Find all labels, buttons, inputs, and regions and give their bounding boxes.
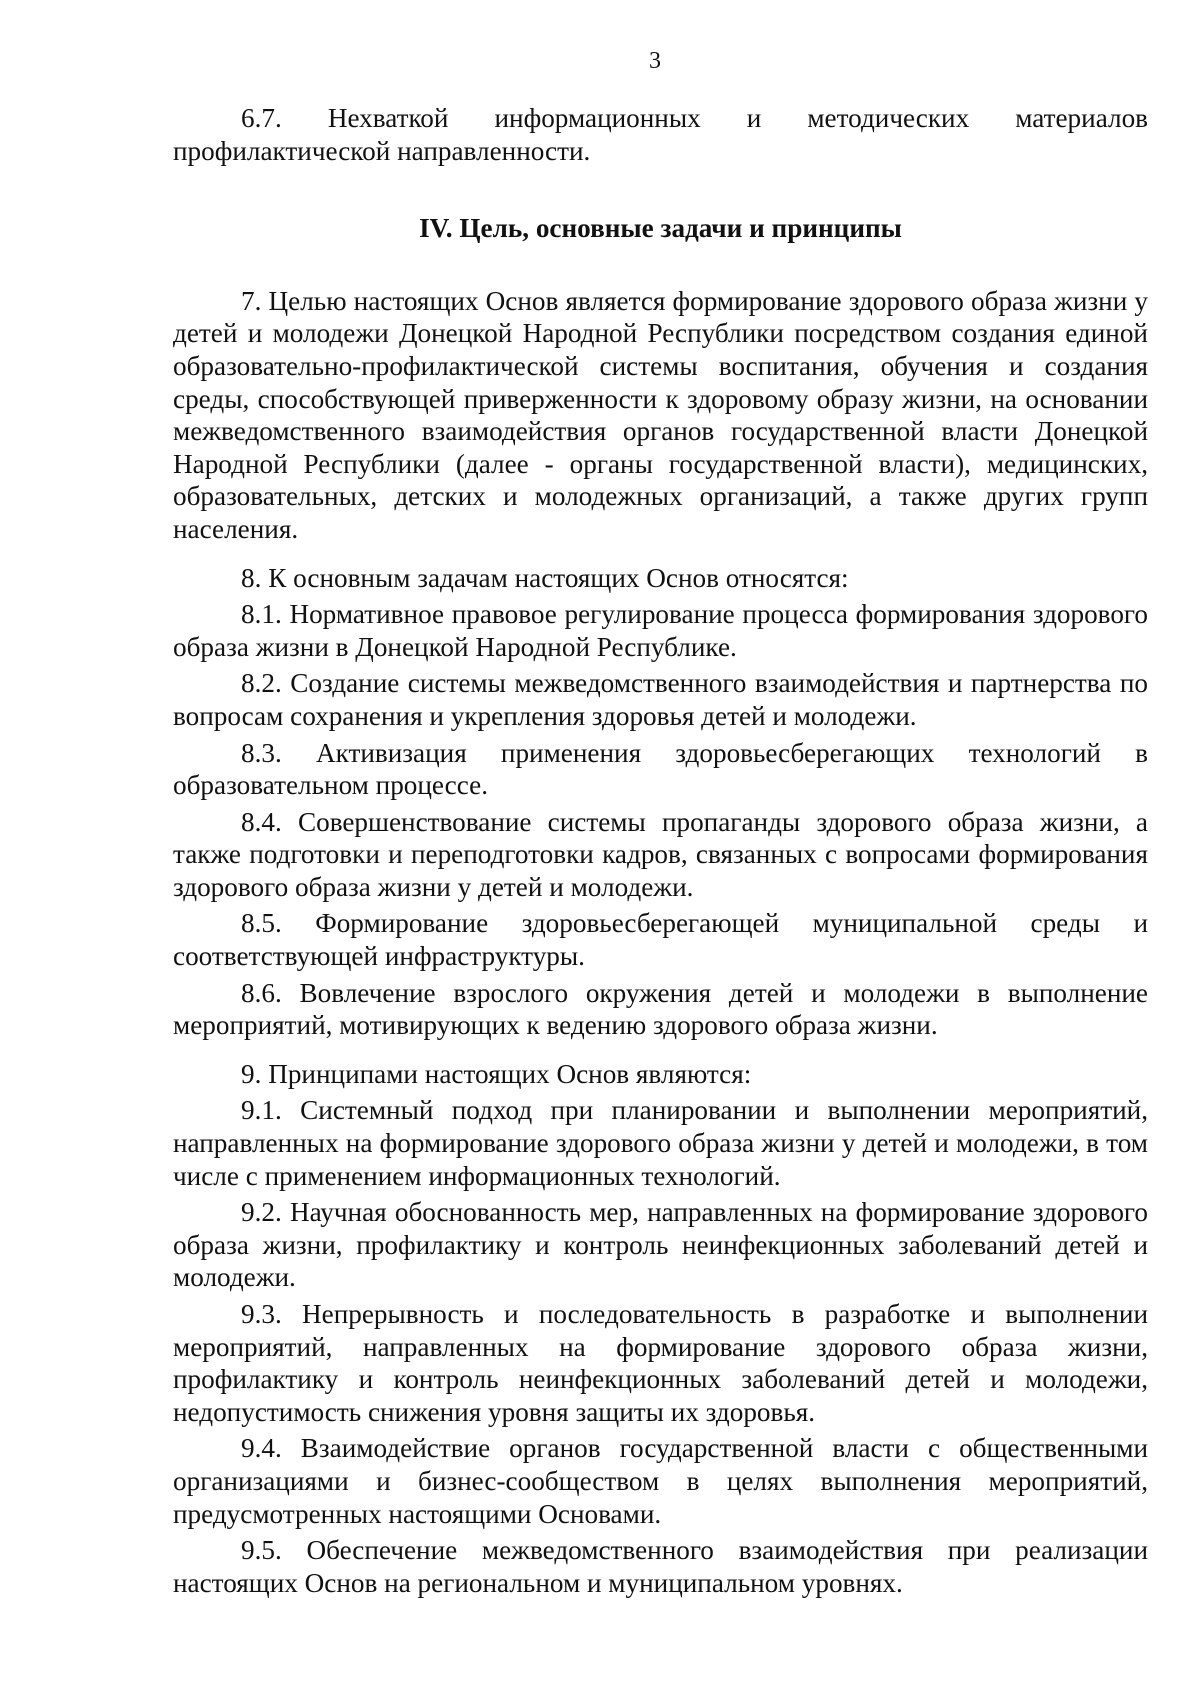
paragraph-8-1: 8.1. Нормативное правовое регулирование процесса формирования здорового образа жизни в Донецкой Народной Республике.	[173, 599, 1148, 662]
paragraph-8-2: 8.2. Создание системы межведомственного взаимодействия и партнерства по вопросам сохранения и укрепления здоровья детей и молодежи.	[173, 668, 1148, 731]
section-heading: IV. Цель, основные задачи и принципы	[419, 213, 902, 244]
paragraph-7: 7. Целью настоящих Основ является формирование здорового образа жизни у детей и молодежи Донецкой Народной Республики посредством создания единой образовательно-профилактической системы воспитания, обучения и создания среды, способствующей приверженности к здоровому образу жизни, на основании межведомственного взаимодействия органов государственной власти Донецкой Народной Республики (далее - органы государственной власти), медицинских, образовательных, детских и молодежных организаций, а также других групп населения.	[173, 285, 1148, 544]
paragraph-9-4: 9.4. Взаимодействие органов государственной власти с общественными организациями и бизнес-сообществом в целях выполнения мероприятий, предусмотренных настоящими Основами.	[173, 1433, 1148, 1529]
document-body	[173, 102, 1148, 1599]
paragraph-8-3: 8.3. Активизация применения здоровьесберегающих технологий в образовательном процессе.	[173, 737, 1148, 801]
paragraph-9-3: 9.3. Непрерывность и последовательность в разработке и выполнении мероприятий, направленных на формирование здорового образа жизни, профилактику и контроль неинфекционных заболеваний детей и молодежи, недопустимость снижения уровня защиты их здоровья.	[173, 1299, 1148, 1427]
paragraph-9-2: 9.2. Научная обоснованность мер, направленных на формирование здорового образа жизни, профилактику и контроль неинфекционных заболеваний детей и молодежи.	[173, 1197, 1148, 1293]
paragraph-9: 9. Принципами настоящих Основ являются:	[241, 1058, 752, 1089]
paragraph-8-4: 8.4. Совершенствование системы пропаганды здорового образа жизни, а также подготовки и переподготовки кадров, связанных с вопросами формирования здорового образа жизни у детей и молодежи.	[173, 806, 1148, 902]
paragraph-8-5: 8.5. Формирование здоровьесберегающей муниципальной среды и соответствующей инфраструктуры.	[173, 908, 1148, 972]
paragraph-6-7-line-1: 6.7. Нехваткой информационных и методических материалов	[241, 103, 1148, 133]
paragraph-9-5: 9.5. Обеспечение межведомственного взаимодействия при реализации настоящих Основ на региональном и муниципальном уровнях.	[173, 1535, 1148, 1598]
paragraph-8: 8. К основным задачам настоящих Основ относятся:	[241, 562, 849, 593]
page-number: 3	[649, 48, 661, 74]
paragraph-9-1: 9.1. Системный подход при планировании и выполнении мероприятий, направленных на формирование здорового образа жизни у детей и молодежи, в том числе с применением информационных технологий.	[173, 1095, 1148, 1191]
paragraph-6-7-line-2: профилактической направленности.	[173, 135, 591, 166]
paragraph-8-6: 8.6. Вовлечение взрослого окружения детей и молодежи в выполнение мероприятий, мотивирующих к ведению здорового образа жизни.	[173, 977, 1148, 1041]
